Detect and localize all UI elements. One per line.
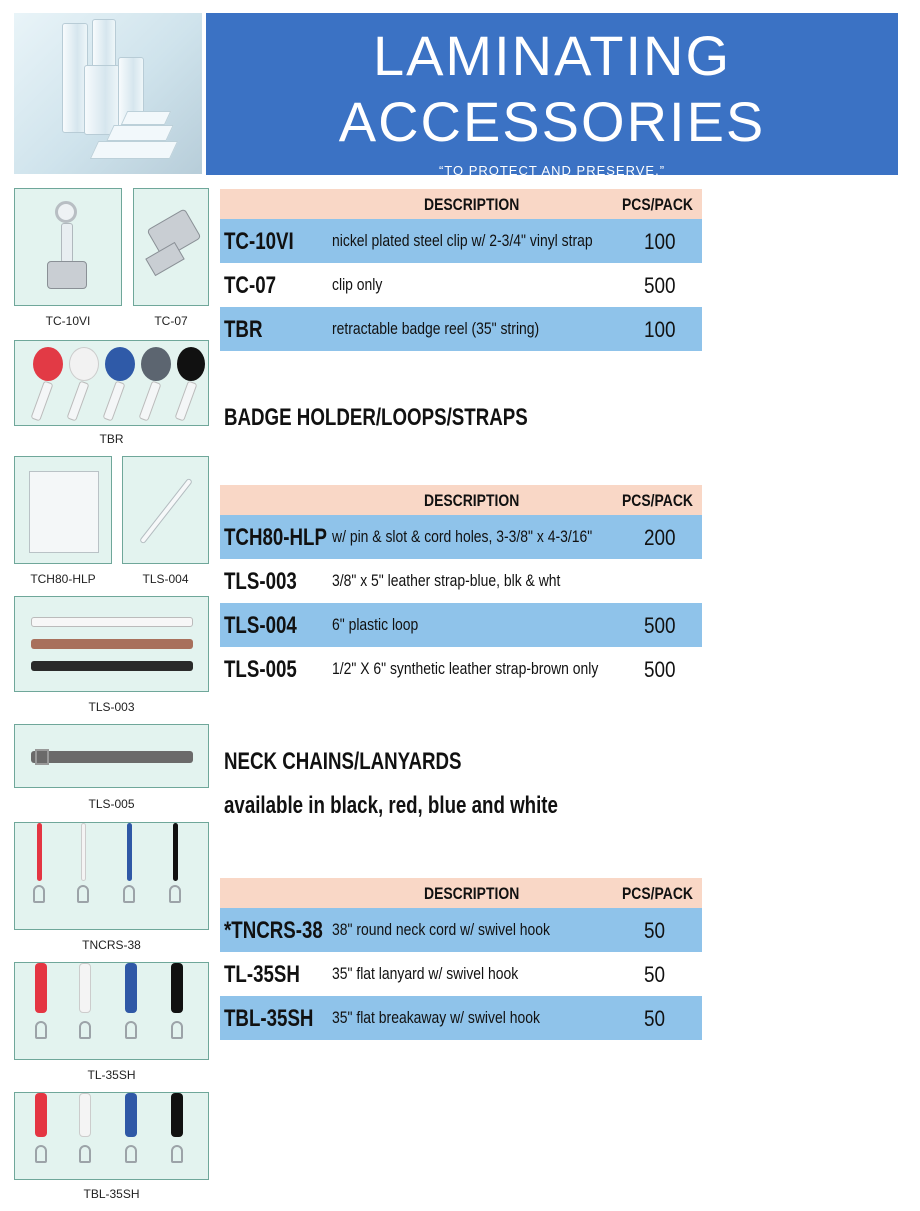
table-clips [220,189,702,351]
item-description: 38" round neck cord w/ swivel hook [332,920,551,939]
item-pcs: 100 [644,229,676,254]
item-description: w/ pin & slot & cord holes, 3-3/8" x 4-3/16" [332,527,593,546]
caption-tls-005: TLS-005 [88,797,135,811]
item-pcs: 50 [644,1006,666,1031]
table-row [220,996,702,1040]
header-pcs-pack: PCS/PACK [622,884,694,903]
section-subtitle-lanyards: available in black, red, blue and white [224,792,558,819]
item-description: 35" flat breakaway w/ swivel hook [332,1008,540,1027]
caption-tbl-35sh: TBL-35SH [83,1187,140,1201]
table-header [220,485,702,515]
page-title-line2: ACCESSORIES [338,90,766,153]
item-pcs: 100 [644,317,676,342]
header-description: DESCRIPTION [424,884,520,903]
item-description: clip only [332,275,383,294]
thumb-tbr [14,340,209,426]
caption-tls-004: TLS-004 [142,572,189,586]
section-title-lanyards: NECK CHAINS/LANYARDS [224,748,462,775]
thumb-tch80-hlp [14,456,112,564]
item-description: 35" flat lanyard w/ swivel hook [332,964,519,983]
table-row [220,952,702,996]
header-description: DESCRIPTION [424,491,520,510]
item-pcs: 50 [644,962,666,987]
thumb-tc-10vi [14,188,122,306]
item-code: TBR [224,316,263,343]
item-code: TC-07 [224,272,277,299]
title-banner [206,13,898,178]
thumb-tls-005 [14,724,209,788]
table-row [220,559,702,603]
table-row [220,307,702,351]
item-code: TC-10VI [224,228,294,255]
item-description: nickel plated steel clip w/ 2-3/4" vinyl strap [332,231,593,250]
tagline: “TO PROTECT AND PRESERVE.” [438,163,666,178]
caption-tncrs-38: TNCRS-38 [82,938,141,952]
item-description: 1/2" X 6" synthetic leather strap-brown only [332,659,599,678]
table-row [220,603,702,647]
header-pcs-pack: PCS/PACK [622,195,694,214]
header-product-photo [14,13,202,174]
table-badge-holders [220,485,702,691]
page-title-line1: LAMINATING [372,24,732,87]
thumb-tls-004 [122,456,209,564]
thumb-tl-35sh [14,962,209,1060]
caption-tc-07: TC-07 [154,314,188,328]
thumb-tbl-35sh [14,1092,209,1180]
item-description: retractable badge reel (35" string) [332,319,540,338]
item-code: TL-35SH [224,961,300,988]
table-lanyards [220,878,702,1040]
item-code: TCH80-HLP [224,524,327,551]
thumb-tc-07 [133,188,209,306]
item-pcs: 50 [644,918,666,943]
table-row [220,908,702,952]
table-header [220,878,702,908]
thumb-tls-003 [14,596,209,692]
caption-tc-10vi: TC-10VI [45,314,91,328]
item-pcs: 500 [644,657,676,682]
item-pcs: 200 [644,525,676,550]
item-pcs: 500 [644,273,676,298]
header-description: DESCRIPTION [424,195,520,214]
item-code: TLS-004 [224,612,297,639]
item-description: 6" plastic loop [332,615,419,634]
caption-tl-35sh: TL-35SH [87,1068,136,1082]
item-description: 3/8" x 5" leather strap-blue, blk & wht [332,571,561,590]
header-pcs-pack: PCS/PACK [622,491,694,510]
caption-tls-003: TLS-003 [88,700,135,714]
thumb-tncrs-38 [14,822,209,930]
item-code: TLS-005 [224,656,297,683]
section-title-badge-holders: BADGE HOLDER/LOOPS/STRAPS [224,404,528,431]
item-code: *TNCRS-38 [224,917,323,944]
item-pcs: 500 [644,613,676,638]
table-row [220,219,702,263]
caption-tbr: TBR [99,432,124,446]
item-code: TLS-003 [224,568,297,595]
caption-tch80-hlp: TCH80-HLP [30,572,96,586]
table-row [220,647,702,691]
table-header [220,189,702,219]
table-row [220,263,702,307]
table-row [220,515,702,559]
item-code: TBL-35SH [224,1005,314,1032]
